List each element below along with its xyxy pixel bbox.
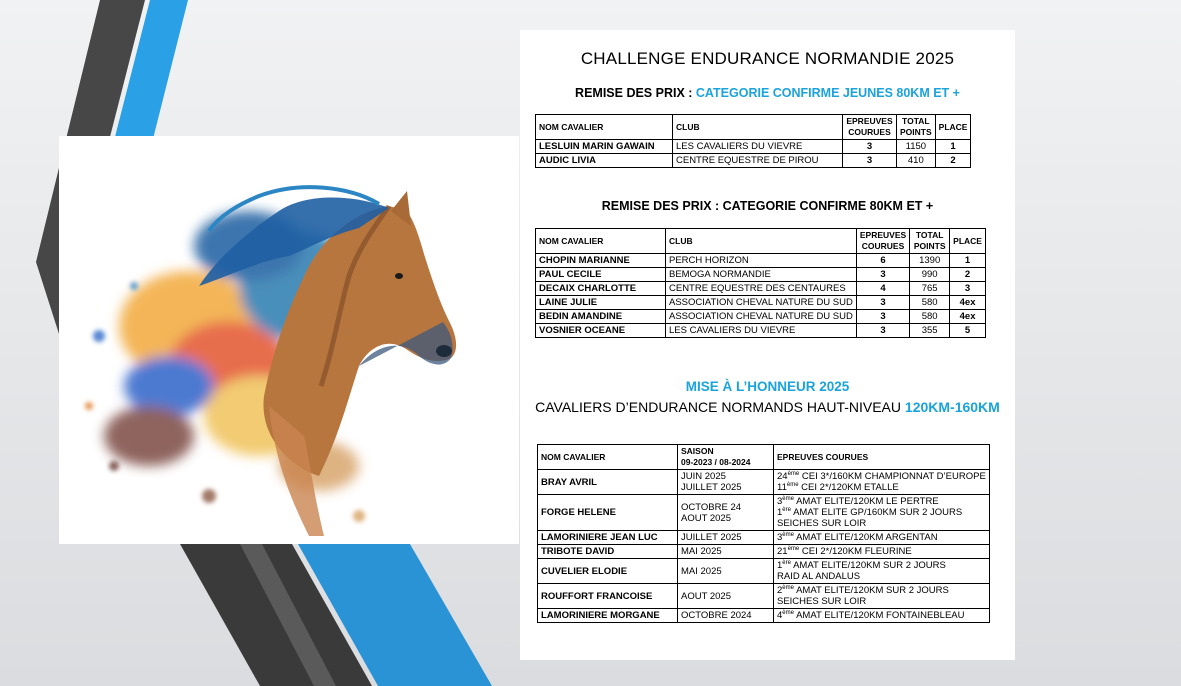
section1-heading [520, 86, 1015, 100]
cell-nom-cavalier: TRIBOTE DAVID [538, 545, 678, 559]
cell-epreuves: 3 [856, 324, 909, 338]
cell-total-points: 765 [910, 282, 950, 296]
table-row [538, 559, 990, 584]
event-rank: 21 [777, 546, 788, 557]
cell-nom-cavalier: LAINE JULIE [536, 296, 666, 310]
honneur-heading: MISE À L’HONNEUR 2025 [685, 379, 850, 394]
table-row [536, 296, 986, 310]
table-row [536, 310, 986, 324]
table-row [536, 324, 986, 338]
cell-nom-cavalier: FORGE HELENE [538, 495, 678, 531]
event-line [777, 532, 986, 543]
event-rank-suffix: ère [782, 506, 791, 513]
date-line: OCTOBRE 24 [681, 501, 742, 513]
saison-range: 09-2023 / 08-2024 [681, 457, 751, 467]
cell-dates [678, 609, 774, 623]
honneur-subtitle [520, 399, 1015, 415]
section1-prefix: REMISE DES PRIX : [575, 86, 696, 100]
event-text: RAID AL ANDALUS [777, 571, 861, 582]
cell-club: LES CAVALIERS DU VIEVRE [666, 324, 857, 338]
event-line [777, 571, 986, 582]
col-nom-cavalier: NOM CAVALIER [538, 445, 678, 470]
cell-nom-cavalier: PAUL CECILE [536, 268, 666, 282]
table-row [538, 609, 990, 623]
table-row [538, 495, 990, 531]
horse-watercolor-image [59, 136, 519, 544]
date-line: JUILLET 2025 [681, 482, 742, 493]
event-text: AMAT ELITE/120KM ARGENTAN [793, 532, 938, 543]
cell-nom-cavalier: VOSNIER OCEANE [536, 324, 666, 338]
event-line [777, 610, 986, 621]
cell-nom-cavalier: CHOPIN MARIANNE [536, 254, 666, 268]
event-line [777, 471, 986, 482]
cell-nom-cavalier: CUVELIER ELODIE [538, 559, 678, 584]
cell-nom-cavalier: LAMORINIERE JEAN LUC [538, 531, 678, 545]
results-sheet [520, 30, 1015, 660]
honneur-table [537, 444, 990, 623]
cell-epreuves: 3 [856, 296, 909, 310]
cell-total-points: 410 [897, 154, 936, 168]
cell-place: 1 [950, 254, 986, 268]
cell-club: ASSOCIATION CHEVAL NATURE DU SUD [666, 296, 857, 310]
event-line [777, 546, 986, 557]
cell-epreuves [774, 545, 990, 559]
cell-nom-cavalier: ROUFFORT FRANCOISE [538, 584, 678, 609]
cell-place: 4ex [950, 296, 986, 310]
cell-place: 2 [935, 154, 971, 168]
cell-club: CENTRE EQUESTRE DE PIROU [673, 154, 843, 168]
event-text: AMAT ELITE/120KM SUR 2 JOURS [793, 585, 949, 596]
section1-category: CATEGORIE CONFIRME JEUNES 80KM ET + [695, 86, 960, 100]
event-rank: 24 [777, 471, 788, 482]
table-row [538, 531, 990, 545]
cell-epreuves: 6 [856, 254, 909, 268]
saison-label: SAISON [681, 446, 714, 456]
cell-epreuves [774, 559, 990, 584]
table-row [538, 584, 990, 609]
cell-epreuves [774, 609, 990, 623]
table-row [536, 154, 971, 168]
cell-total-points: 355 [910, 324, 950, 338]
event-rank: 3 [777, 496, 783, 507]
cell-club: ASSOCIATION CHEVAL NATURE DU SUD [666, 310, 857, 324]
col-place: PLACE [950, 229, 986, 254]
event-rank-suffix: ème [782, 495, 794, 502]
cell-place: 3 [950, 282, 986, 296]
horse-illustration [59, 136, 519, 544]
event-text: CEI 2*/120KM FLEURINE [799, 546, 912, 557]
event-rank: 11 [777, 482, 787, 493]
event-line [777, 507, 986, 518]
cell-place: 1 [935, 140, 971, 154]
col-club: CLUB [673, 115, 843, 140]
cell-epreuves [774, 531, 990, 545]
event-rank: 4 [777, 610, 783, 621]
cell-club: PERCH HORIZON [666, 254, 857, 268]
cell-nom-cavalier: LESLUIN MARIN GAWAIN [536, 140, 673, 154]
cell-total-points: 580 [910, 296, 950, 310]
event-text: AMAT ELITE/120KM SUR 2 JOURS [790, 560, 946, 571]
cell-dates [678, 531, 774, 545]
table-row [538, 545, 990, 559]
event-line [777, 518, 986, 529]
cell-nom-cavalier: BEDIN AMANDINE [536, 310, 666, 324]
event-line [777, 482, 986, 493]
date-line: JUILLET 2025 [681, 532, 742, 543]
section2-heading: REMISE DES PRIX : CATEGORIE CONFIRME 80KM ET + [601, 199, 934, 213]
event-text: AMAT ELITE/120KM FONTAINEBLEAU [793, 610, 965, 621]
table-row [536, 282, 986, 296]
section1-table [535, 114, 971, 168]
cell-epreuves: 4 [856, 282, 909, 296]
col-epreuves-courues: EPREUVES COURUES [774, 445, 990, 470]
event-line [777, 596, 986, 607]
date-line: AOUT 2025 [681, 512, 731, 524]
cell-dates [678, 559, 774, 584]
cell-epreuves: 3 [856, 310, 909, 324]
event-text: CEI 2*/120KM ETALLE [798, 482, 899, 493]
event-rank-suffix: ème [787, 470, 800, 477]
date-line: OCTOBRE 2024 [681, 610, 752, 621]
cell-total-points: 1390 [910, 254, 950, 268]
date-line: AOUT 2025 [681, 590, 731, 602]
cell-dates [678, 470, 774, 495]
event-rank-suffix: ème [782, 609, 794, 616]
col-nom-cavalier: NOM CAVALIER [536, 115, 673, 140]
col-epreuves: EPREUVES COURUES [843, 115, 897, 140]
cell-place: 2 [950, 268, 986, 282]
table-row [536, 268, 986, 282]
event-rank-suffix: ème [782, 584, 794, 591]
col-saison [678, 445, 774, 470]
event-rank-suffix: ème [786, 481, 799, 488]
cell-epreuves: 3 [856, 268, 909, 282]
cell-dates [678, 545, 774, 559]
cell-dates [678, 584, 774, 609]
event-rank: 1 [777, 560, 783, 571]
table-row [538, 470, 990, 495]
cell-place: 4ex [950, 310, 986, 324]
date-line: MAI 2025 [681, 546, 722, 557]
cell-place: 5 [950, 324, 986, 338]
event-rank: 1 [777, 507, 783, 518]
table-row [536, 140, 971, 154]
event-text: SEICHES SUR LOIR [777, 596, 867, 607]
event-rank-suffix: ère [782, 559, 791, 566]
cell-epreuves [774, 470, 990, 495]
event-rank-suffix: ème [782, 531, 794, 538]
date-line: JUIN 2025 [681, 471, 726, 482]
table-row [536, 254, 986, 268]
cell-epreuves [774, 584, 990, 609]
honneur-subtitle-prefix: CAVALIERS D’ENDURANCE NORMANDS HAUT-NIVEAU [535, 399, 905, 415]
event-line [777, 560, 986, 571]
honneur-subtitle-accent: 120KM-160KM [904, 399, 1000, 415]
cell-club: LES CAVALIERS DU VIEVRE [673, 140, 843, 154]
event-line [777, 496, 986, 507]
col-club: CLUB [666, 229, 857, 254]
col-place: PLACE [935, 115, 971, 140]
col-nom-cavalier: NOM CAVALIER [536, 229, 666, 254]
event-text: CEI 3*/160KM CHAMPIONNAT D’EUROPE [799, 471, 986, 482]
event-rank: 3 [777, 532, 783, 543]
cell-nom-cavalier: DECAIX CHARLOTTE [536, 282, 666, 296]
col-epreuves: EPREUVES COURUES [856, 229, 909, 254]
page-title: CHALLENGE ENDURANCE NORMANDIE 2025 [580, 49, 955, 68]
cell-dates [678, 495, 774, 531]
cell-nom-cavalier: AUDIC LIVIA [536, 154, 673, 168]
cell-club: BEMOGA NORMANDIE [666, 268, 857, 282]
section2-table [535, 228, 986, 338]
cell-total-points: 1150 [897, 140, 936, 154]
cell-total-points: 580 [910, 310, 950, 324]
col-total-points: TOTAL POINTS [910, 229, 950, 254]
event-line [777, 585, 986, 596]
cell-epreuves [774, 495, 990, 531]
event-text: SEICHES SUR LOIR [777, 518, 867, 529]
event-text: AMAT ELITE GP/160KM SUR 2 JOURS [790, 507, 963, 518]
cell-nom-cavalier: BRAY AVRIL [538, 470, 678, 495]
cell-nom-cavalier: LAMORINIERE MORGANE [538, 609, 678, 623]
col-total-points: TOTAL POINTS [897, 115, 936, 140]
event-rank-suffix: ème [787, 545, 800, 552]
cell-total-points: 990 [910, 268, 950, 282]
cell-epreuves: 3 [843, 140, 897, 154]
date-line: MAI 2025 [681, 565, 722, 577]
cell-epreuves: 3 [843, 154, 897, 168]
cell-club: CENTRE EQUESTRE DES CENTAURES [666, 282, 857, 296]
event-text: AMAT ELITE/120KM LE PERTRE [793, 496, 939, 507]
event-rank: 2 [777, 585, 783, 596]
